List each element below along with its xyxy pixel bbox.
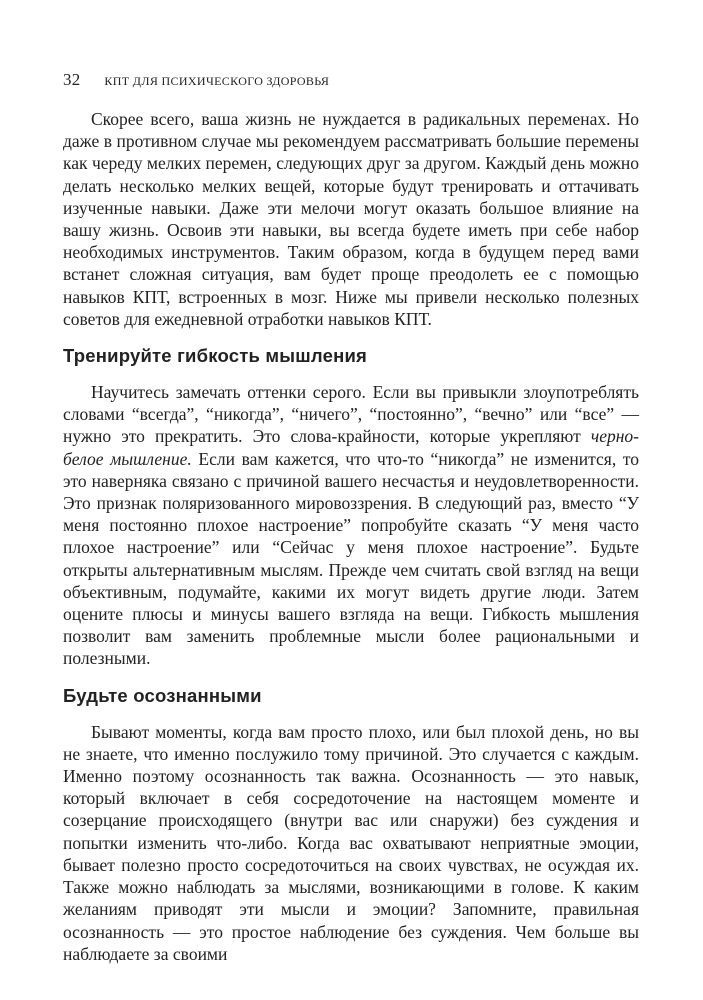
section-heading-flexibility: Тренируйте гибкость мышления — [63, 345, 368, 367]
page-content — [63, 108, 639, 965]
running-head — [63, 70, 329, 90]
flexibility-text-after-italic: Если вам кажется, что что-то “никогда” не изменится, то это наверняка связано с причиной вашего несчастья и неудовлетворенности. Это признак поляризованного мировоззрения. В следующий раз, вместо “У меня постоянно плохое настроение” попробуйте сказать “У меня часто плохое настроение” или “Сейчас у меня плохое настроение”. Будьте открыты альтернативным мыслям. Прежде чем считать свой взгляд на вещи объективным, подумайте, какими их могут видеть другие люди. Затем оцените плюсы и минусы вашего взгляда на вещи. Гибкость мышления позволит вам заменить проблемные мысли более рациональными и полезными. — [63, 448, 639, 669]
flexibility-text-before-italic: Научитесь замечать оттенки серого. Если вы привыкли злоупотреблять словами “всегда”, “никогда”, “ничего”, “постоянно”, “вечно” или “все” — нужно это прекратить. Это слова-крайности, которые укрепляют — [63, 382, 639, 447]
page-number: 32 — [63, 70, 81, 89]
intro-paragraph: Скорее всего, ваша жизнь не нуждается в радикальных переменах. Но даже в противном случае мы рекомендуем рассматривать большие перемены как череду мелких перемен, следующих друг за другом. Каждый день можно делать несколько мелких вещей, которые будут тренировать и оттачивать изученные навыки. Даже эти мелочи могут оказать большое влияние на вашу жизнь. Освоив эти навыки, вы всегда будете иметь при себе набор необходимых инструментов. Таким образом, когда в будущем перед вами встанет сложная ситуация, вам будет проще преодолеть ее с помощью навыков КПТ, встроенных в мозг. Ниже мы привели несколько полезных советов для ежедневной отработки навыков КПТ. — [63, 109, 639, 329]
mindfulness-paragraph: Бывают моменты, когда вам просто плохо, или был плохой день, но вы не знаете, что именно послужило тому причиной. Это случается с каждым. Именно поэтому осознанность так важна. Осознанность — это навык, который включает в себя сосредоточение на настоящем моменте и созерцание происходящего (внутри вас или снаружи) без суждения и попытки изменить что-либо. Когда вас охватывают неприятные эмоции, бывает полезно просто сосредоточиться на своих чувствах, не осуждая их. Также можно наблюдать за мыслями, возникающими в голове. К каким желаниям приводят эти мысли и эмоции? Запомните, правильная осознанность — это простое наблюдение без суждения. Чем больше вы наблюдаете за своими — [63, 721, 639, 964]
italic-term: черно-белое мышление. — [63, 426, 639, 469]
flexibility-paragraph — [63, 381, 639, 670]
section-heading-mindfulness: Будьте осознанными — [63, 684, 262, 706]
book-title: КПТ ДЛЯ ПСИХИЧЕСКОГО ЗДОРОВЬЯ — [104, 74, 330, 88]
